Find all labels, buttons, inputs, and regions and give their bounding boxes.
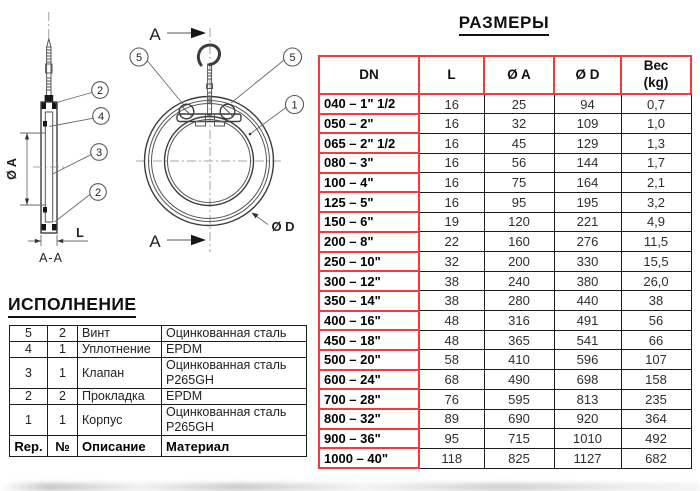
table-row (319, 389, 691, 409)
parts-title (8, 294, 136, 318)
table-row (10, 405, 307, 436)
table-cell: 300 – 12" (319, 271, 419, 291)
dimensions-title (318, 13, 690, 36)
table-cell: 164 (554, 173, 621, 193)
parts-table-body (10, 326, 307, 436)
table-cell: 11,5 (621, 232, 691, 252)
table-cell: 1 (48, 358, 78, 389)
table-cell: 040 – 1" 1/2 (319, 94, 419, 114)
table-cell: 38 (419, 291, 484, 311)
table-cell: 2 (48, 326, 78, 342)
table-cell: 48 (419, 311, 484, 331)
table-cell: 240 (484, 271, 554, 291)
table-row (319, 192, 691, 212)
table-cell: 1127 (554, 448, 621, 468)
callout-5-right-label: 5 (289, 51, 296, 64)
table-cell: 38 (419, 271, 484, 291)
table-row (319, 350, 691, 370)
table-cell: 200 (484, 252, 554, 272)
callout-1-label: 1 (291, 99, 298, 112)
table-cell: 107 (621, 350, 691, 370)
table-cell: 800 – 32" (319, 409, 419, 429)
table-cell: 380 (554, 271, 621, 291)
dimensions-table-header (319, 56, 691, 94)
dimensions-table-body (319, 94, 691, 468)
table-cell: Клапан (78, 358, 162, 389)
table-cell: Оцинкованная сталь P265GH (162, 358, 307, 389)
table-cell: 492 (621, 429, 691, 449)
table-cell: 400 – 16" (319, 311, 419, 331)
table-row (319, 173, 691, 193)
table-row (319, 330, 691, 350)
table-cell: 95 (419, 429, 484, 449)
front-view (130, 25, 304, 252)
valve-technical-drawing (0, 0, 320, 290)
table-cell: 330 (554, 252, 621, 272)
table-cell: 715 (484, 429, 554, 449)
table-row (10, 358, 307, 389)
table-cell: 450 – 18" (319, 330, 419, 350)
table-cell: 1 (10, 405, 48, 436)
table-cell: 158 (621, 370, 691, 390)
table-row (319, 133, 691, 153)
table-cell: 22 (419, 232, 484, 252)
callout-3-label: 3 (95, 146, 103, 159)
dim-l-label: L (76, 226, 84, 240)
table-row (319, 153, 691, 173)
table-cell: 4 (10, 342, 48, 358)
table-cell: EPDM (162, 342, 307, 358)
table-row (319, 94, 691, 114)
screw-left-icon (179, 104, 194, 119)
table-cell: Винт (78, 326, 162, 342)
table-cell: 48 (419, 330, 484, 350)
callout-2b-label: 2 (94, 186, 102, 199)
table-cell: 1,3 (621, 133, 691, 153)
footer-description: Описание (78, 436, 162, 457)
parts-table (9, 325, 307, 457)
callout-disc (53, 144, 108, 174)
footer-rep: Rep. (10, 436, 48, 457)
dimension-face-to-face (28, 226, 88, 246)
table-cell: 1010 (554, 429, 621, 449)
table-cell: 195 (554, 192, 621, 212)
table-cell: 491 (554, 311, 621, 331)
table-cell: 1,7 (621, 153, 691, 173)
table-cell: 1 (48, 405, 78, 436)
table-cell: Оцинкованная сталь P265GH (162, 405, 307, 436)
table-cell: 596 (554, 350, 621, 370)
parts-table-footer (10, 436, 307, 457)
footer-number: № (48, 436, 78, 457)
table-row (319, 114, 691, 134)
parts-title-text: ИСПОЛНЕНИЕ (8, 294, 136, 318)
table-cell: 15,5 (621, 252, 691, 272)
table-cell: 1 (48, 342, 78, 358)
table-cell: Корпус (78, 405, 162, 436)
footer-material: Материал (162, 436, 307, 457)
hook-icon (198, 45, 219, 115)
table-cell: 109 (554, 114, 621, 134)
dimensions-title-text: РАЗМЕРЫ (459, 13, 549, 36)
table-cell: 2 (10, 389, 48, 405)
table-cell: 365 (484, 330, 554, 350)
stud-icon (45, 39, 54, 102)
table-cell: 16 (419, 153, 484, 173)
callout-screw-right (231, 48, 302, 103)
table-cell: 221 (554, 212, 621, 232)
table-cell: 25 (484, 94, 554, 114)
table-cell: 100 – 4" (319, 173, 419, 193)
callout-2-label: 2 (96, 84, 104, 97)
table-cell: Оцинкованная сталь (162, 326, 307, 342)
table-row (319, 370, 691, 390)
table-cell: 38 (621, 291, 691, 311)
table-cell: 58 (419, 350, 484, 370)
table-row (319, 291, 691, 311)
table-cell: 200 – 8" (319, 232, 419, 252)
table-cell: 698 (554, 370, 621, 390)
table-row (319, 448, 691, 468)
table-cell: 1,0 (621, 114, 691, 134)
table-cell: 920 (554, 409, 621, 429)
table-cell: 32 (419, 252, 484, 272)
section-a-bottom-label: A (149, 232, 161, 251)
table-cell: 94 (554, 94, 621, 114)
table-cell: 825 (484, 448, 554, 468)
section-a-top-label: A (149, 25, 161, 44)
section-arrow-top (149, 25, 206, 44)
table-cell: Прокладка (78, 389, 162, 405)
table-cell: 682 (621, 448, 691, 468)
table-cell: 160 (484, 232, 554, 252)
dim-d-label: Ø D (271, 219, 295, 234)
side-section-view (5, 12, 109, 265)
dimension-inner-diameter (5, 133, 45, 205)
table-cell: 45 (484, 133, 554, 153)
table-cell: 3 (10, 358, 48, 389)
table-cell: 280 (484, 291, 554, 311)
section-arrow-bottom (149, 232, 206, 251)
table-cell: 0,7 (621, 94, 691, 114)
table-cell: 276 (554, 232, 621, 252)
table-cell: 68 (419, 370, 484, 390)
section-cut-label: A-A (39, 251, 63, 265)
table-cell: 080 – 3" (319, 153, 419, 173)
table-cell: 600 – 24" (319, 370, 419, 390)
table-cell: 19 (419, 212, 484, 232)
table-row (10, 342, 307, 358)
table-row (319, 311, 691, 331)
table-cell: Уплотнение (78, 342, 162, 358)
table-cell: 26,0 (621, 271, 691, 291)
table-cell: 16 (419, 192, 484, 212)
table-cell: 76 (419, 389, 484, 409)
table-cell: 129 (554, 133, 621, 153)
table-cell: 3,2 (621, 192, 691, 212)
table-cell: 235 (621, 389, 691, 409)
table-cell: 118 (419, 448, 484, 468)
table-cell: 410 (484, 350, 554, 370)
callout-4-label: 4 (97, 110, 105, 123)
table-cell: 690 (484, 409, 554, 429)
callout-screw-left (130, 48, 183, 104)
table-cell: 56 (484, 153, 554, 173)
table-cell: 900 – 36" (319, 429, 419, 449)
table-cell: 050 – 2" (319, 114, 419, 134)
table-cell: 75 (484, 173, 554, 193)
table-row (319, 212, 691, 232)
column-header-dn: DN (319, 56, 419, 94)
table-cell: 125 – 5" (319, 192, 419, 212)
table-cell: 364 (621, 409, 691, 429)
table-cell: 350 – 14" (319, 291, 419, 311)
table-cell: 95 (484, 192, 554, 212)
table-cell: 16 (419, 94, 484, 114)
callout-seal (50, 108, 110, 127)
table-cell: 89 (419, 409, 484, 429)
table-cell: 32 (484, 114, 554, 134)
table-row (10, 389, 307, 405)
table-cell: 813 (554, 389, 621, 409)
table-cell: EPDM (162, 389, 307, 405)
callout-body (249, 96, 304, 136)
table-cell: 120 (484, 212, 554, 232)
table-cell: 16 (419, 173, 484, 193)
table-cell: 16 (419, 133, 484, 153)
dimensions-table (318, 55, 692, 469)
table-cell: 56 (621, 311, 691, 331)
table-cell: 250 – 10" (319, 252, 419, 272)
column-header-da: Ø A (484, 56, 554, 94)
table-cell: 144 (554, 153, 621, 173)
table-row (319, 271, 691, 291)
table-row (319, 429, 691, 449)
table-cell: 490 (484, 370, 554, 390)
table-cell: 2 (48, 389, 78, 405)
column-header-dd: Ø D (554, 56, 621, 94)
table-cell: 4,9 (621, 212, 691, 232)
column-header-weight: Вес (kg) (621, 56, 691, 94)
table-cell: 500 – 20" (319, 350, 419, 370)
column-header-l: L (419, 56, 484, 94)
table-cell: 541 (554, 330, 621, 350)
table-cell: 316 (484, 311, 554, 331)
callout-gasket-top (55, 82, 108, 103)
table-cell: 2,1 (621, 173, 691, 193)
callout-5-left-label: 5 (135, 51, 143, 64)
dim-a-label: Ø A (5, 158, 19, 180)
table-row (319, 252, 691, 272)
table-cell: 065 – 2" 1/2 (319, 133, 419, 153)
page-edge-artifact (0, 483, 700, 491)
table-cell: 1000 – 40" (319, 448, 419, 468)
dimension-outer-diameter (252, 213, 295, 235)
table-cell: 5 (10, 326, 48, 342)
table-cell: 150 – 6" (319, 212, 419, 232)
callout-gasket-bottom (55, 184, 107, 222)
table-row (319, 409, 691, 429)
table-cell: 66 (621, 330, 691, 350)
table-cell: 595 (484, 389, 554, 409)
table-cell: 440 (554, 291, 621, 311)
table-cell: 700 – 28" (319, 389, 419, 409)
table-row (10, 326, 307, 342)
table-cell: 16 (419, 114, 484, 134)
table-row (319, 232, 691, 252)
